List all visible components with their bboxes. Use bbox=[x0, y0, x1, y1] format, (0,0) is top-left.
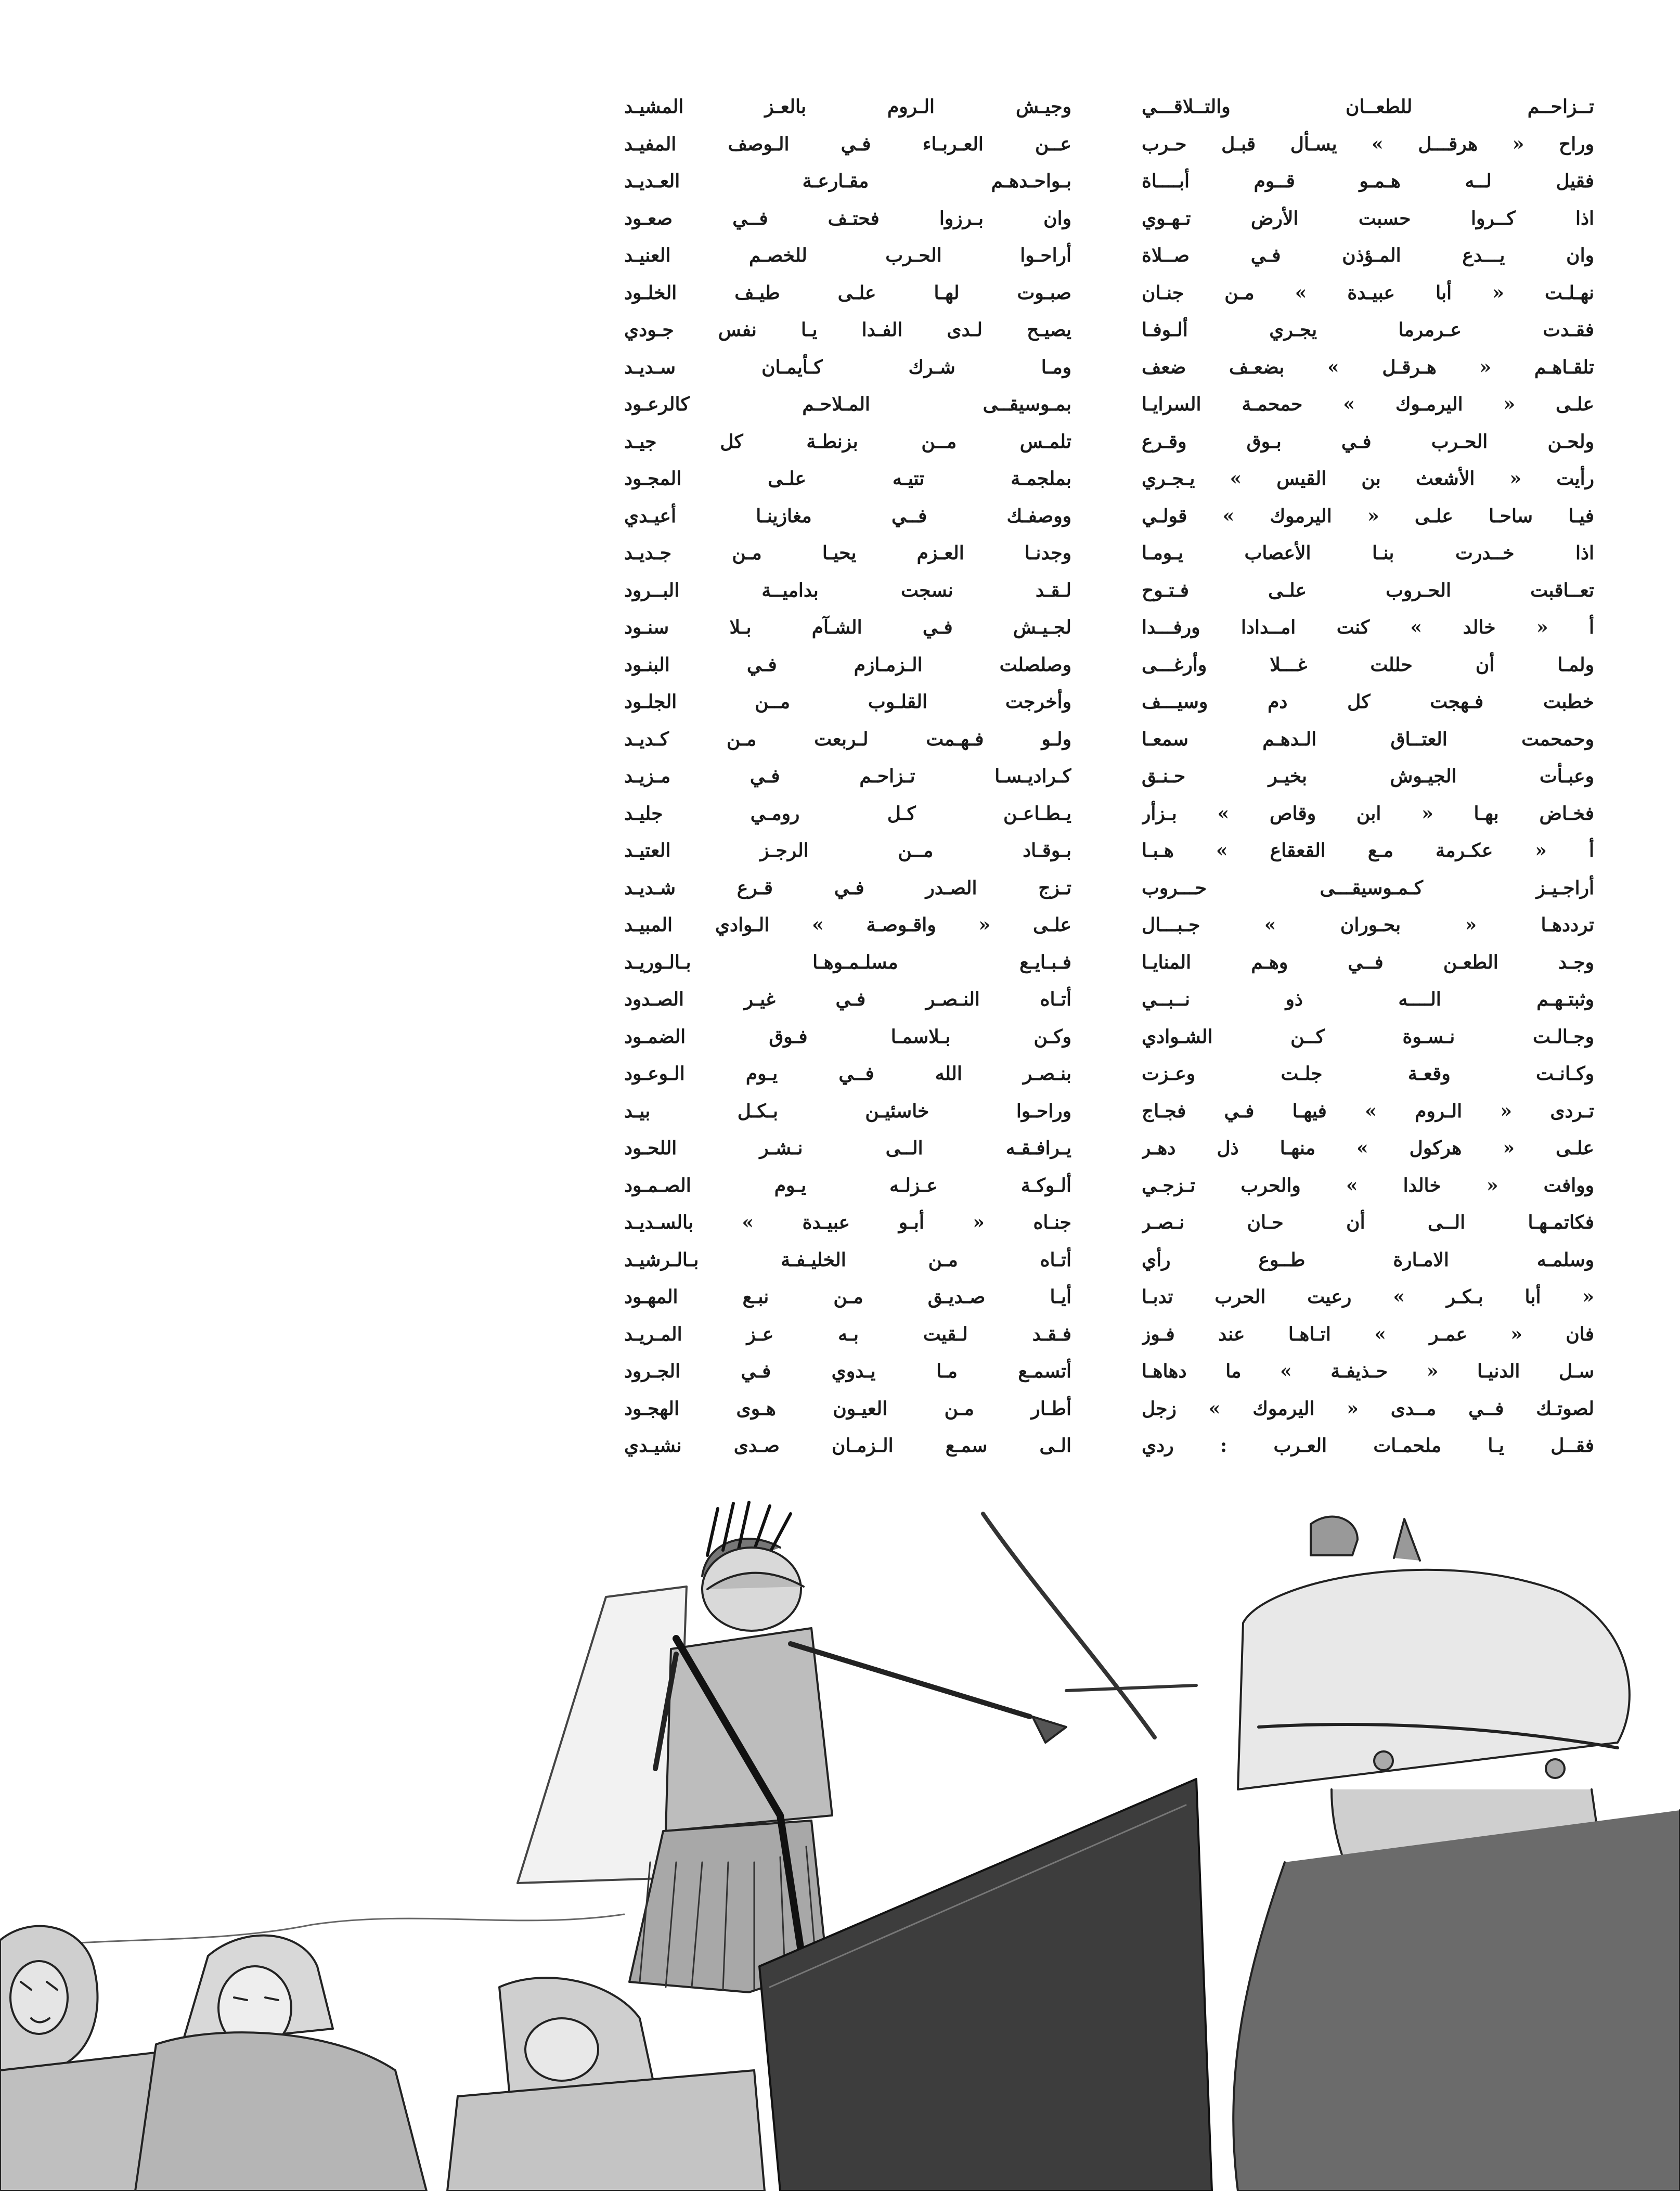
poem-line: علـى « واقـوصـة » الـوادي المبيـد bbox=[624, 914, 1071, 936]
poem-line: علـى « اليرمـوك » حمحمـة السرايـا bbox=[1142, 393, 1594, 415]
poem-line: أ « خالد » كنت امــدادا ورفـــدا bbox=[1142, 616, 1594, 638]
poem-line: تـردى « الـروم » فيهـا فـي فجـاج bbox=[1142, 1100, 1594, 1122]
poem-line: يـرافـقـه الــى نـشـر اللحـود bbox=[624, 1137, 1071, 1159]
poem-line: بملجمـة تتيـه علـى المجـود bbox=[624, 468, 1071, 489]
helmeted-warrior-figure bbox=[1233, 1519, 1680, 2191]
poem-line: أ « عكـرمة مـع القعقاع » هـبـا bbox=[1142, 840, 1594, 861]
poem-line: ووافت « خالدا » والحرب تـزجـي bbox=[1142, 1174, 1594, 1196]
poem-line: ولحـن الحـرب فـي بـوق وقـرع bbox=[1142, 430, 1594, 453]
poem-line: فقيل لــه هـمـو قــوم أبــــاة bbox=[1142, 170, 1594, 192]
poem-line: جنـاه « أبـو عبيـدة » بالسـديـد bbox=[624, 1212, 1071, 1233]
poem-line: فان « عمـر » اتـاهـا عند فـوز bbox=[1142, 1323, 1594, 1345]
poem-line: علـى « هركول » منهـا ذل دهـر bbox=[1142, 1137, 1594, 1159]
poem-line: وكـانـت وقعـة جلـت وعـزت bbox=[1142, 1063, 1594, 1085]
poem-line: فكاتمـهـا الــى أن حـان نـصـر bbox=[1142, 1212, 1594, 1233]
poem-line: وجيـش الـروم بالعـز المشيـد bbox=[624, 96, 1071, 118]
poem-line: أتسمـع مـا يـدوي فـي الجـرود bbox=[624, 1360, 1071, 1382]
poem-line: وجـالـت نـسـوة كــن الشـوادي bbox=[1142, 1025, 1594, 1048]
poem-line: يصيـح لـدى الفـدا يـا نفس جـودي bbox=[624, 319, 1071, 341]
poem-line: وجـد الطعـن فــي وهـم المنايـا bbox=[1142, 951, 1594, 973]
poem-line: وراح « هرقـــل » يسـأل قبـل حـرب bbox=[1142, 133, 1594, 155]
poem-line: يـطـاعـن كـل رومـي جليـد bbox=[624, 802, 1071, 824]
poem-line: أراجـيـز كـمـوسيقـــى حـــروب bbox=[1142, 877, 1594, 899]
poem-line: وحمحمت العتــاق الـدهـم سمعـا bbox=[1142, 728, 1594, 750]
poem-line: فـقـد لـقيت بـه عـز المـريـد bbox=[624, 1323, 1071, 1345]
poem-line: وأخرجت القلـوب مــن الجلـود bbox=[624, 691, 1071, 713]
poem-line: وجدنـا العـزم يحيـا مـن جـديـد bbox=[624, 542, 1071, 564]
poem-line: ولمـا أن حللت غـــلا وأرغـــى bbox=[1142, 653, 1594, 676]
poem-line: سـل الدنيـا « حـذيفـة » ما دهاهـا bbox=[1142, 1360, 1594, 1382]
poem-line: أراحـوا الحـرب للخصـم العنيـد bbox=[624, 244, 1071, 266]
poem-line: تلقـاهـم « هـرقـل » بضعـف ضعف bbox=[1142, 356, 1594, 378]
poem-line: أطـار مـن العيـون هـوى الهجـود bbox=[624, 1397, 1071, 1420]
poem-line: تعــاقبت الحـروب علـى فـتـوح bbox=[1142, 579, 1594, 601]
poem-line: لجـيـش فـي الشـآم بـلا سنـود bbox=[624, 616, 1071, 638]
poem-line: أيـا صـديـق مـن نبـع المهـود bbox=[624, 1286, 1071, 1308]
poem-line: فقـدت عـرمرما يجـري ألـوفـا bbox=[1142, 319, 1594, 341]
battle-illustration bbox=[0, 1498, 1680, 2191]
poem-line: وان يـــدع المـؤذن فـي صــلاة bbox=[1142, 244, 1594, 266]
poem-line: ومـا شـرك كـأيمـان سـديـد bbox=[624, 356, 1071, 378]
poem-line: تــزاحــم للطعــان والتــلاقـــي bbox=[1142, 96, 1594, 118]
poem-column-right bbox=[1142, 88, 1594, 1465]
poem-line: فخـاض بهـا « ابن وقاص » بـزأر bbox=[1142, 802, 1594, 824]
poem-line: وكـن بـلاسمـا فـوق الضمـود bbox=[624, 1025, 1071, 1048]
poem-line: فيـا ساحـا علـى « اليرموك » قولـي bbox=[1142, 505, 1594, 527]
poem-line: خطبت فـهجت كل دم وسيـــف bbox=[1142, 691, 1594, 713]
poem-line: ترددهـا « بحـوران » جـبـــال bbox=[1142, 914, 1594, 936]
poem-line: فـبـايـع مسلـمـوهـا بـالـوريـد bbox=[624, 951, 1071, 973]
poem-line: ولـو فـهـمت لـربعت مـن كـديـد bbox=[624, 728, 1071, 750]
poem-line: فقــل يـا ملحمـات العـرب : ردي bbox=[1142, 1435, 1594, 1457]
poem-line: وسلمـه الامـارة طــوع رأي bbox=[1142, 1248, 1594, 1271]
poem-line: وصلصلت الـزمـازم فـي البنـود bbox=[624, 653, 1071, 676]
poem-line: وراحـوا خاسئيـن بـكـل بيـد bbox=[624, 1100, 1071, 1122]
poem-line: بـواحـدهـم مقـارعـة العـديـد bbox=[624, 170, 1071, 192]
poem-line: بـوقـاد مــن الرجـز العتيـد bbox=[624, 840, 1071, 861]
poem-line: ألـوكـة عـزلـه يـوم الصـمـود bbox=[624, 1174, 1071, 1196]
poem-line: ووصفـك فــي مغازينـا أعيـدي bbox=[624, 505, 1071, 527]
poem-line: اذا خــدرت بنـا الأعصاب يـومـا bbox=[1142, 542, 1594, 564]
poem-line: أتـاه النـصـر فـي غيـر الصـدود bbox=[624, 988, 1071, 1010]
poem-line: صبـوت لهـا علـى طيـف الخلـود bbox=[624, 281, 1071, 304]
poem-line: اذا كــروا حسبت الأرض تـهـوي bbox=[1142, 207, 1594, 229]
poem-column-left bbox=[624, 88, 1071, 1465]
poem-line: نهـلـت « أبا عبيـدة » مـن جنـان bbox=[1142, 281, 1594, 304]
poem-line: « أبا بـكـر » رعيت الحرب تدبـا bbox=[1142, 1286, 1594, 1308]
poem-line: رأيت « الأشعث بن القيس » يـجـري bbox=[1142, 468, 1594, 489]
poem-line: لـقـد نسجت بداميــة البــرود bbox=[624, 579, 1071, 601]
poem-line: تلمـس مــن بزنطـة كل جيـد bbox=[624, 430, 1071, 453]
poem-line: بمـوسيقــى المـلاحـم كالرعـود bbox=[624, 393, 1071, 415]
poem-line: بنـصـر الله فــي يـوم الـوعـود bbox=[624, 1063, 1071, 1085]
poem-line: وعبـأت الجيـوش بخيـر حـنـق bbox=[1142, 765, 1594, 787]
poem-line: كـراديـسـا تـزاحـم فـي مـزيـد bbox=[624, 765, 1071, 787]
poem-line: أتـاه مـن الخليـفـة بـالـرشيـد bbox=[624, 1248, 1071, 1271]
poem-line: عــن العـربـاء فـي الـوصف المفيـد bbox=[624, 133, 1071, 155]
poem-line: وثبتـهـم الــــه ذو نــبــي bbox=[1142, 988, 1594, 1010]
poem-line: لصوتـك فــي مــدى « اليرموك » زجل bbox=[1142, 1397, 1594, 1420]
poem-line: تـزج الصـدر فـي قـرع شـديـد bbox=[624, 877, 1071, 899]
poem-line: الـى سمـع الـزمـان صـدى نشيـدي bbox=[624, 1435, 1071, 1457]
poem-line: وان بـرزوا فحتـف فــي صعـود bbox=[624, 207, 1071, 229]
